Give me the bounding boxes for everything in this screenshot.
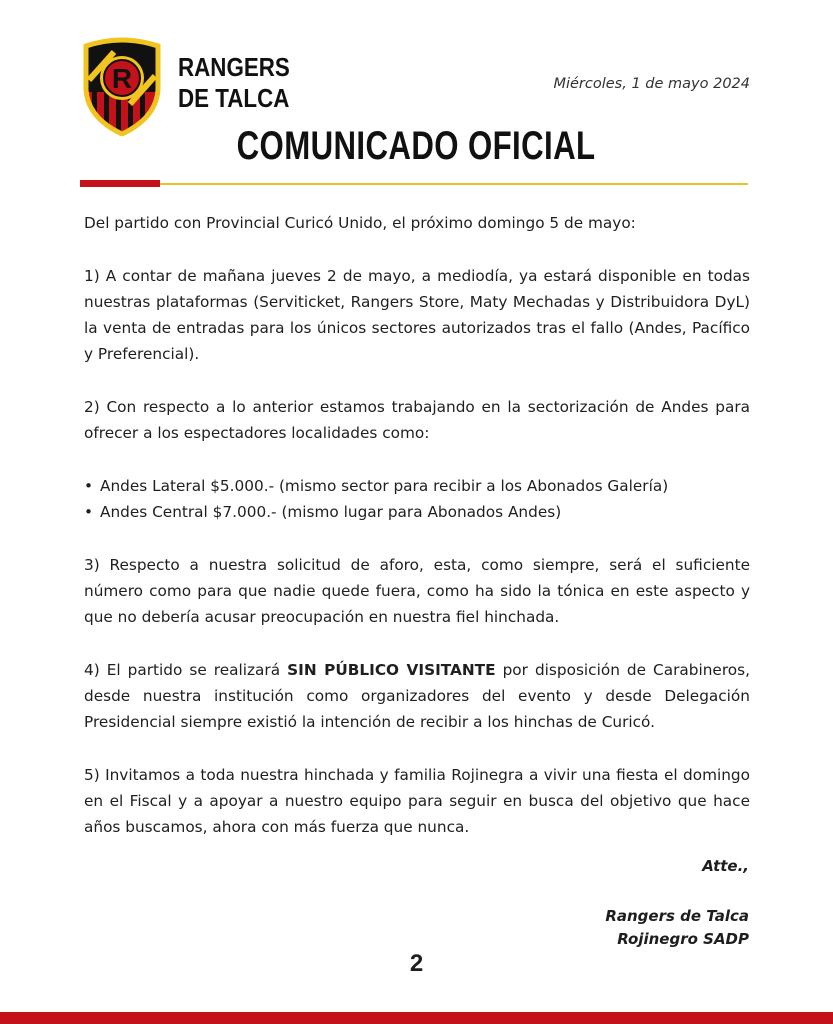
signature-line1: Rangers de Talca xyxy=(605,907,749,925)
paragraph-5: 5) Invitamos a toda nuestra hinchada y familia Rojinegra a vivir una fiesta el domingo en el Fiscal y a apoyar a nuestro equipo para seguir en busca del objetivo que hace años buscamos, ahora con más fuerza que nunca. xyxy=(84,766,750,836)
title-divider-red xyxy=(80,180,160,187)
intro-paragraph: Del partido con Provincial Curicó Unido, el próximo domingo 5 de mayo: xyxy=(84,214,636,232)
document-title xyxy=(0,124,833,169)
club-name-line2: DE TALCA xyxy=(178,83,290,113)
ticket-price-list xyxy=(84,473,750,525)
signature-block xyxy=(605,905,749,951)
document-title-text: COMUNICADO OFICIAL xyxy=(237,124,596,168)
paragraph-3: 3) Respecto a nuestra solicitud de aforo, esta, como siempre, será el suficiente número como para que nadie quede fuera, como ha sido la tónica en este aspecto y que no debería acusar preocupación en nuestra fiel hinchada. xyxy=(84,556,750,626)
document-date: Miércoles, 1 de mayo 2024 xyxy=(553,76,750,92)
title-divider-gold xyxy=(160,183,748,185)
signature-line2: Rojinegro SADP xyxy=(617,930,749,948)
rangers-crest-logo xyxy=(78,36,166,136)
closing-atte: Atte., xyxy=(702,857,749,875)
list-item: • Andes Central $7.000.- (mismo lugar para Abonados Andes) xyxy=(84,499,750,525)
no-visitors-emphasis: SIN PÚBLICO VISITANTE xyxy=(287,661,496,679)
club-name xyxy=(178,52,290,114)
paragraph-1: 1) A contar de mañana jueves 2 de mayo, a mediodía, ya estará disponible en todas nuestras plataformas (Serviticket, Rangers Store, Maty Mechadas y Distribuidora DyL) la venta de entradas para los únicos sectores autorizados tras el fallo (Andes, Pacífico y Preferencial). xyxy=(84,267,750,363)
footer-red-bar xyxy=(0,1012,833,1024)
paragraph-4-end: por disposición de Carabineros, desde nuestra institución como organizadores del evento y desde Delegación Presidencial siempre existió la intención de recibir a los hinchas de Curicó. xyxy=(84,661,750,731)
paragraph-4-start: 4) El partido se realizará xyxy=(84,661,288,679)
communique-body xyxy=(84,210,750,840)
paragraph-2: 2) Con respecto a lo anterior estamos trabajando en la sectorización de Andes para ofrecer a los espectadores localidades como: xyxy=(84,398,750,442)
page-number: 2 xyxy=(409,950,424,977)
crest-letter: R xyxy=(111,63,133,94)
list-item: • Andes Lateral $5.000.- (mismo sector para recibir a los Abonados Galería) xyxy=(84,473,750,499)
club-name-line1: RANGERS xyxy=(178,52,290,82)
paragraph-4 xyxy=(84,657,750,735)
